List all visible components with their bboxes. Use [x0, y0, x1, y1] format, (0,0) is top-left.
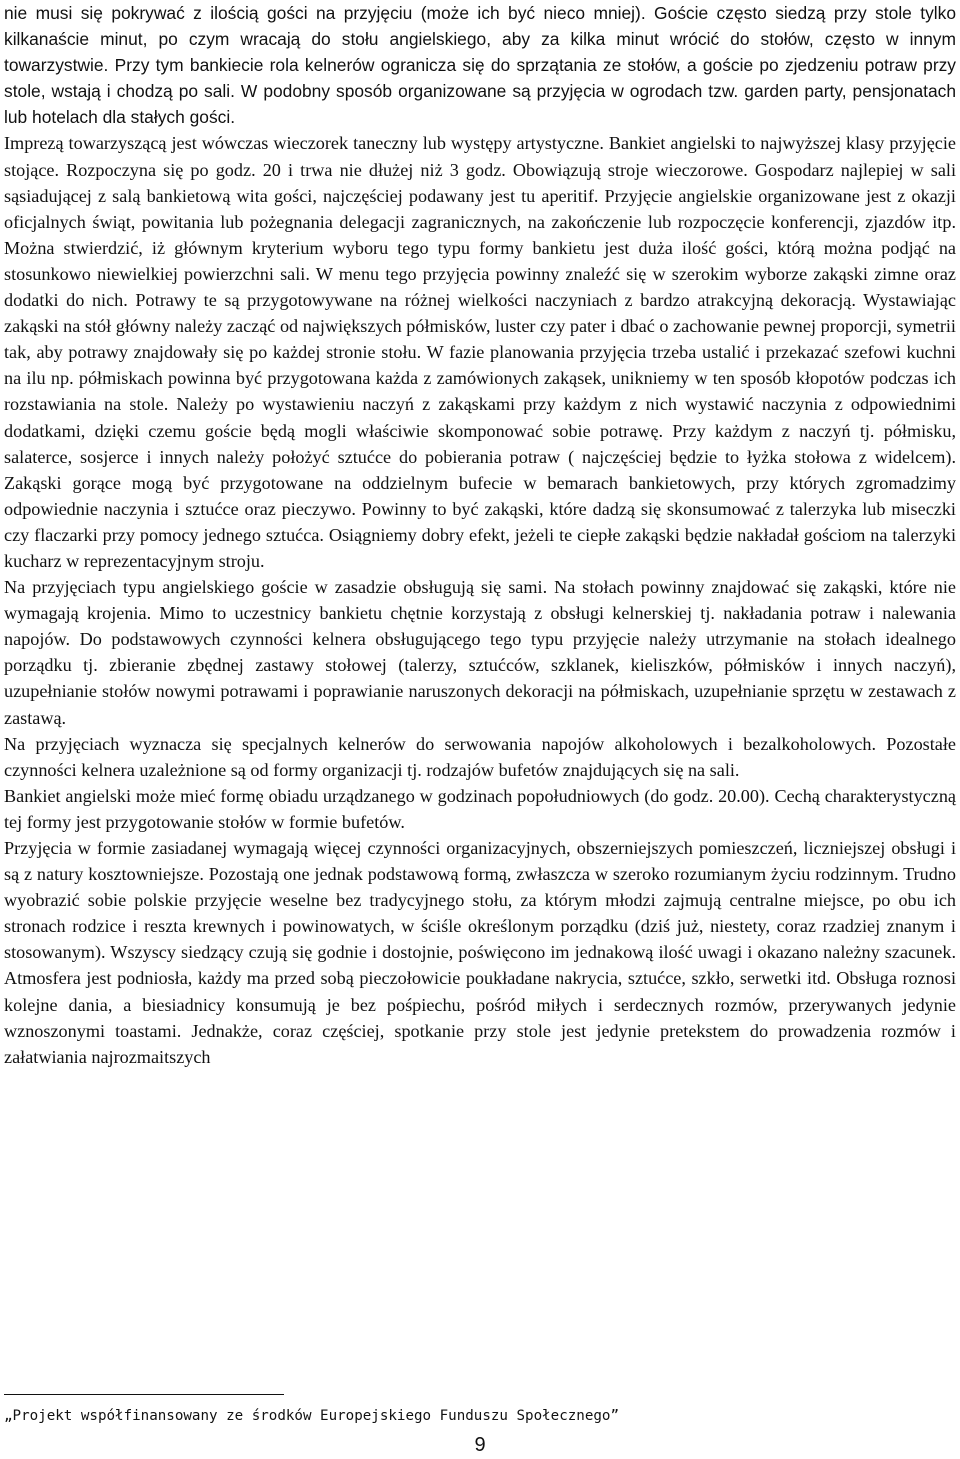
footer-note: „Projekt współfinansowany ze środków Europejskiego Funduszu Społecznego” [4, 1408, 619, 1424]
page-number: 9 [474, 1434, 486, 1456]
document-page [4, 0, 956, 1070]
paragraph-4: Na przyjęciach wyznacza się specjalnych kelnerów do serwowania napojów alkoholowych i bezalkoholowych. Pozostałe czynności kelnera uzależnione są od formy organizacji tj. rodzajów bufetów znajdujących się na sali. [4, 733, 956, 780]
paragraph-2: Imprezą towarzyszącą jest wówczas wieczorek taneczny lub występy artystyczne. Bankiet angielski to najwyższej klasy przyjęcie stojące. Rozpoczyna się po godz. 20 i trwa nie dłużej niż 3 godz. Obowiązują stroje wieczorowe. Gospodarz najlepiej w sali sąsiadującej z salą bankietową wita gości, najczęściej podawany jest tu aperitif. Przyjęcie angielskie organizowane jest z okazji oficjalnych świąt, powitania lub pożegnania delegacji zagranicznych, na zakończenie lub rozpoczęcie konferencji, zjazdów itp. Można stwierdzić, iż głównym kryterium wyboru tego typu formy bankietu jest duża ilość gości, którą można podjąć na stosunkowo niewielkiej powierzchni sali. W menu tego przyjęcia powinny znaleźć się w szerokim wyborze zakąski zimne oraz dodatki do nich. Potrawy te są przygotowywane na różnej wielkości naczyniach z bardzo atrakcyjną dekoracją. Wystawiając zakąski na stół główny należy zacząć od największych półmisków, luster czy pater i dbać o zachowanie pewnej proporcji, symetrii tak, aby potrawy znajdowały się po każdej stronie stołu. W fazie planowania przyjęcia trzeba ustalić i przekazać szefowi kuchni na ilu np. półmiskach powinna być przygotowana każda z zamówionych zakąsek, unikniemy w ten sposób kłopotów podczas ich rozstawiania na stole. Należy po wystawieniu naczyń z zakąskami przy każdym z nich wystawić naczynia z odpowiednimi dodatkami, dzięki czemu goście będą mogli właściwie skomponować sobie potrawę. Przy każdym z naczyń tj. półmisku, salaterce, sosjerce i innych należy położyć sztućce do pobierania potraw ( najczęściej będzie to łyżka stołowa z widelcem). Zakąski gorące mogą być przygotowane na oddzielnym bufecie w bemarach bankietowych, przy których zgromadzimy odpowiednie naczynia i sztućce oraz pieczywo. Powinny to być zakąski, które dadzą się skonsumować z talerzyka lub miseczki czy flaczarki przy pomocy jednego sztućca. Osiągniemy dobry efekt, jeżeli te ciepłe zakąski będzie nakładał gościom na talerzyki kucharz w reprezentacyjnym stroju. [4, 133, 956, 571]
paragraph-5: Bankiet angielski może mieć formę obiadu urządzanego w godzinach popołudniowych (do godz. 20.00). Cechą charakterystyczną tej formy jest przygotowanie stołów w formie bufetów. [4, 785, 956, 832]
paragraph-1: nie musi się pokrywać z ilością gości na przyjęciu (może ich być nieco mniej). Goście często siedzą przy stole tylko kilkanaście minut, po czym wracają do stołu angielskiego, aby za kilka minut wrócić do stołów, często w innym towarzystwie. Przy tym bankiecie rola kelnerów ogranicza się do sprzątania ze stołów, a goście po zjedzeniu potraw przy stole, wstają i chodzą po sali. W podobny sposób organizowane są przyjęcia w ogrodach tzw. garden party, pensjonatach lub hotelach dla stałych gości. [4, 3, 956, 128]
paragraph-6: Przyjęcia w formie zasiadanej wymagają więcej czynności organizacyjnych, obszerniejszych pomieszczeń, liczniejszej obsługi i są z natury kosztowniejsze. Pozostają one jednak podstawową formą, zwłaszcza w szeroko rozumianym życiu rodzinnym. Trudno wyobrazić sobie polskie przyjęcie weselne bez tradycyjnego stołu, za którym młodzi zajmują centralne miejsce, po obu ich stronach rodzice i reszta krewnych i powinowatych, w ściśle określonym porządku (dziś już, niestety, coraz rzadziej znanym i stosowanym). Wszyscy siedzący czują się godnie i dostojnie, poświęcono im jednakową ilość uwagi i okazano należny szacunek. Atmosfera jest podniosła, każdy ma przed sobą pieczołowicie poukładane nakrycia, sztućce, szkło, serwetki itd. Obsługa roznosi kolejne dania, a biesiadnicy konsumują je bez pośpiechu, pośród miłych i serdecznych rozmów, przerywanych jedynie wznoszonymi toastami. Jednakże, coraz częściej, spotkanie przy stole jest jedynie pretekstem do prowadzenia rozmów i załatwiania najrozmaitszych [4, 838, 956, 1067]
footer-divider [4, 1394, 284, 1395]
paragraph-3: Na przyjęciach typu angielskiego goście w zasadzie obsługują się sami. Na stołach powinny znajdować się zakąski, które nie wymagają krojenia. Mimo to uczestnicy bankietu chętnie korzystają z obsługi kelnerskiej tj. nakładania potraw i nalewania napojów. Do podstawowych czynności kelnera obsługującego tego typu przyjęcie należy utrzymanie na stołach idealnego porządku tj. zbieranie zbędnej zastawy stołowej (talerzy, sztućców, szklanek, kieliszków, półmisków i innych naczyń), uzupełnianie stołów nowymi potrawami i poprawianie naruszonych dekoracji na półmiskach, uzupełnianie sprzętu w zestawach z zastawą. [4, 577, 956, 728]
